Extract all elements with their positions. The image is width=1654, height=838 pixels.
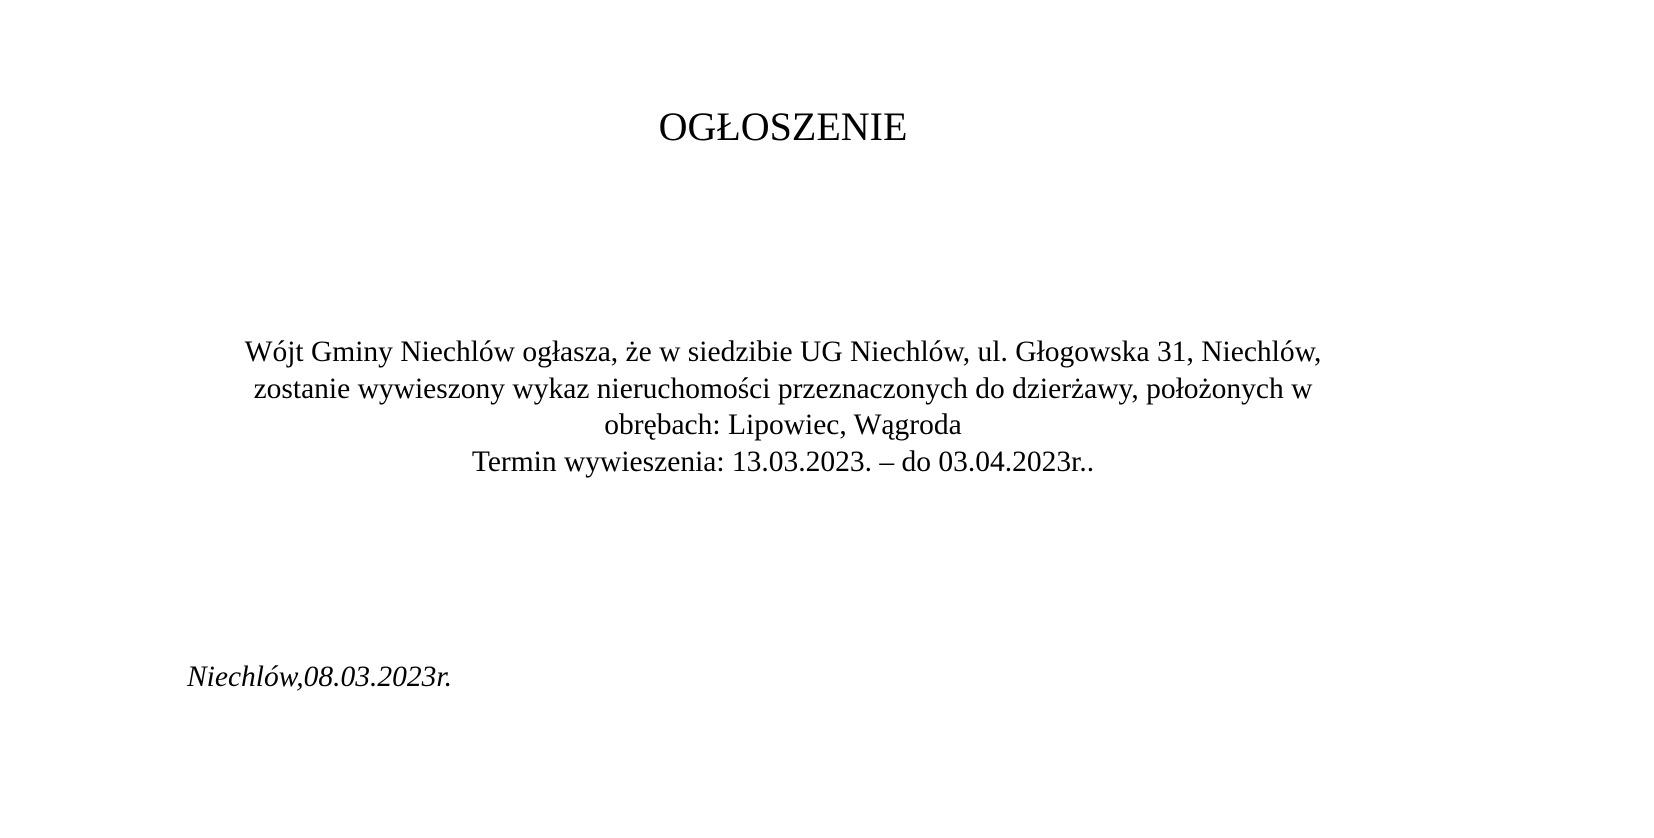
- posting-period: Termin wywieszenia: 13.03.2023. – do 03.04.2023r..: [471, 445, 1095, 478]
- body-line: zostanie wywieszony wykaz nieruchomości przeznaczonych do dzierżawy, położonych w: [253, 372, 1313, 405]
- announcement-body: [0, 334, 1566, 480]
- body-line: Wójt Gminy Niechlów ogłasza, że w siedzibie UG Niechlów, ul. Głogowska 31, Niechlów,: [244, 336, 1322, 368]
- place-and-date: Niechlów,08.03.2023r.: [187, 661, 452, 693]
- document-title: OGŁOSZENIE: [658, 104, 908, 149]
- body-line: obrębach: Lipowiec, Wągroda: [604, 409, 962, 441]
